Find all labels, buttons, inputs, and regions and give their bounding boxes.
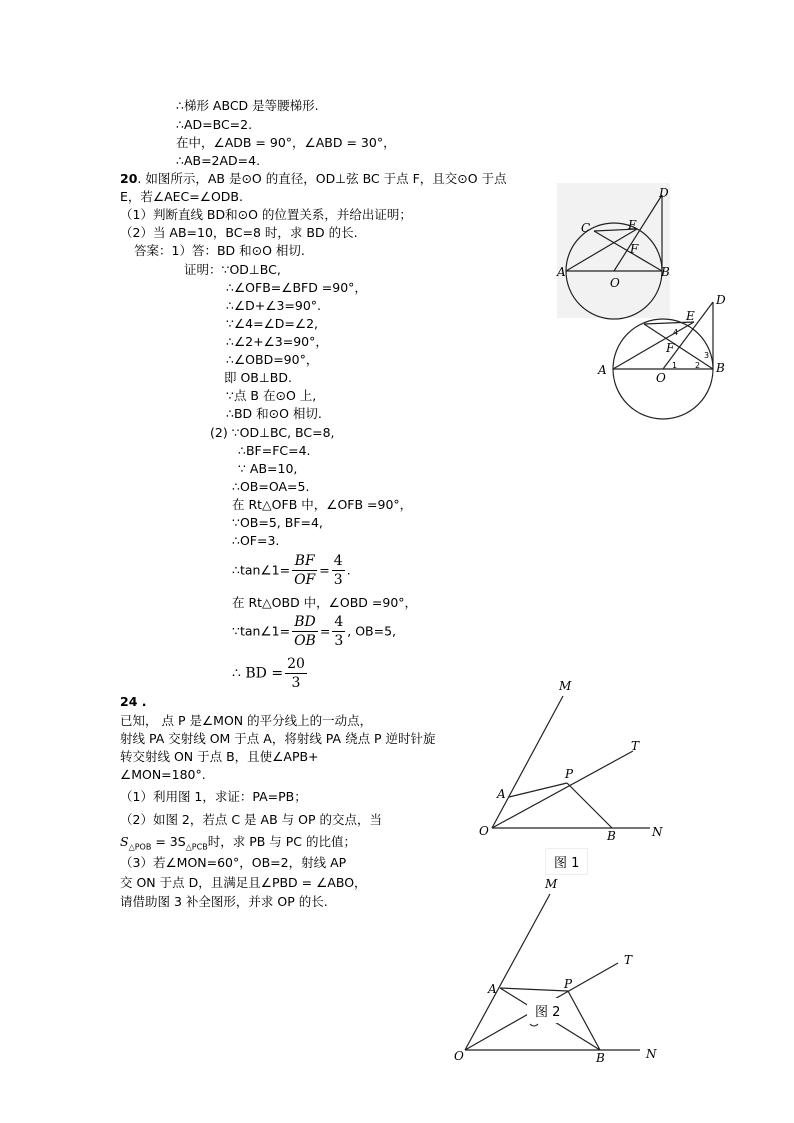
q24-part-3: （3）若∠MON=60°，OB=2，射线 AP: [120, 855, 347, 870]
top-line-4: ∴AB=2AD=4.: [176, 153, 261, 168]
angle-figure-2: [452, 877, 672, 1070]
q20-part2-4: ∴OB=OA=5.: [232, 479, 310, 494]
q20-answer: 答案：1）答：BD 和⊙O 相切.: [134, 243, 305, 258]
q20-proof-8: ∵点 B 在⊙O 上,: [226, 388, 317, 403]
q20-part2-2: ∴BF=FC=4.: [238, 443, 311, 458]
q20-proof-3: ∴∠D+∠3=90°.: [226, 298, 322, 313]
q24-part-2b: [120, 834, 356, 856]
tan2-end: , OB=5,: [347, 623, 397, 639]
a1-label-t: T: [631, 739, 640, 753]
q20-part2-1: (2) ∵OD⊥BC, BC=8,: [210, 425, 335, 440]
c2-angle-4: 4: [673, 328, 679, 337]
circle-figure-2: [592, 290, 732, 425]
c2-angle-3: 3: [704, 351, 710, 360]
c2-angle-2: 2: [695, 361, 701, 370]
top-line-1: ∴梯形 ABCD 是等腰梯形.: [176, 98, 319, 113]
c2-label-e: E: [686, 309, 695, 323]
a2-label-o: O: [454, 1049, 464, 1063]
q20-line-1: [120, 171, 507, 187]
tan1-value-den: 3: [333, 572, 343, 588]
q20-proof-7: 即 OB⊥BD.: [224, 370, 292, 385]
a1-label-b: B: [607, 829, 616, 843]
q24-line-3: 转交射线 ON 于点 B，且使∠APB+: [120, 749, 319, 764]
tan2-value-den: 3: [334, 633, 344, 649]
q20-text-2: E，若∠AEC=∠ODB.: [120, 189, 243, 204]
q20-part2-7: ∴OF=3.: [232, 533, 280, 548]
q20-part2-6: ∵OB=5, BF=4,: [232, 515, 323, 530]
fig1-caption: 图 1: [545, 848, 588, 875]
a1-label-m: M: [559, 679, 572, 693]
tan2-denominator: OB: [294, 633, 316, 649]
tan1-value-num: 4: [333, 553, 343, 569]
tan1-fraction-bf-of: [292, 552, 317, 589]
c1-label-b: B: [661, 265, 670, 279]
q24-s-1: S: [120, 834, 129, 849]
top-line-2: ∴AD=BC=2.: [176, 117, 253, 132]
q20-proof-6: ∴∠OBD=90°，: [226, 352, 319, 367]
tan2-fraction-value: [332, 613, 345, 650]
c1-label-c: C: [581, 221, 591, 235]
q24-part-2b-end: 时，求 PB 与 PC 的比值；: [207, 834, 356, 849]
tan2-prefix: ∵tan∠1=: [232, 623, 291, 639]
c1-label-e: E: [628, 218, 637, 232]
a2-label-n: N: [646, 1047, 657, 1061]
q24-part-2: （2）如图 2，若点 C 是 AB 与 OP 的交点，当: [120, 812, 382, 827]
bd-numerator: 20: [287, 656, 305, 672]
c2-label-b: B: [716, 361, 725, 375]
q20-text-1: . 如图所示，AB 是⊙O 的直径，OD⊥弦 BC 于点 F，且交⊙O 于点: [137, 171, 507, 186]
q24-number: 24 .: [120, 694, 147, 709]
a2-label-b: B: [596, 1051, 605, 1065]
c2-label-a: A: [598, 363, 607, 377]
q20-part2-3: ∵ AB=10,: [238, 461, 298, 476]
q24-line-1: 已知， 点 P 是∠MON 的平分线上的一动点，: [120, 713, 373, 728]
a2-label-m: M: [545, 877, 558, 891]
tan2-value-num: 4: [334, 614, 344, 630]
q24-line-4: ∠MON=180°.: [120, 767, 206, 782]
q20-number: 20: [120, 171, 138, 186]
q24-part-3b: 交 ON 于点 D，且满足且∠PBD = ∠ABO，: [120, 875, 367, 890]
q20-proof-2: ∴∠OFB=∠BFD =90°，: [226, 280, 367, 295]
tan1-end: .: [346, 562, 351, 578]
q20-proof-9: ∴BD 和⊙O 相切.: [226, 406, 322, 421]
tan1-numerator: BF: [292, 552, 317, 571]
c2-label-o: O: [656, 371, 666, 385]
a1-label-o: O: [479, 824, 489, 838]
a1-label-p: P: [565, 767, 574, 781]
a2-label-p: P: [564, 977, 573, 991]
a1-label-n: N: [652, 825, 663, 839]
q24-line-2: 射线 PA 交射线 OM 于点 A，将射线 PA 绕点 P 逆时针旋: [120, 731, 436, 746]
bd-denominator: 3: [291, 675, 301, 691]
angle-figure-1: [475, 676, 675, 851]
q24-sub-pcb: △PCB: [185, 842, 208, 852]
tan2-numerator: BD: [292, 613, 318, 632]
tan1-equals: =: [319, 562, 330, 578]
c2-label-d: D: [716, 293, 726, 307]
q20-rt-obd: 在 Rt△OBD 中，∠OBD =90°，: [232, 595, 418, 610]
c1-label-d: D: [659, 186, 669, 200]
q20-proof-5: ∴∠2+∠3=90°，: [226, 334, 328, 349]
tan1-fraction-value: [332, 552, 345, 589]
c1-label-f: F: [630, 242, 639, 256]
c1-label-a: A: [557, 265, 566, 279]
q20-part-2: （2）当 AB=10，BC=8 时，求 BD 的长.: [120, 225, 358, 240]
q24-part-1: （1）利用图 1，求证：PA=PB；: [120, 789, 307, 804]
top-line-3: 在中，∠ADB = 90°，∠ABD = 30°，: [176, 135, 396, 150]
bd-result: [232, 655, 309, 692]
q24-eq-3s: = 3S: [151, 834, 186, 849]
tan1-equation: [232, 552, 351, 589]
a2-label-t: T: [624, 953, 633, 967]
tan2-equation: [232, 613, 396, 650]
q24-part-3c: 请借助图 3 补全图形，并求 OP 的长.: [120, 894, 328, 909]
fig2-caption: 图 2: [527, 998, 568, 1023]
a1-label-a: A: [497, 787, 506, 801]
tan1-prefix: ∴tan∠1=: [232, 562, 291, 578]
c2-label-f: F: [666, 341, 675, 355]
tan2-equals: =: [319, 623, 331, 639]
q20-part-1: （1）判断直线 BD和⊙O 的位置关系，并给出证明；: [120, 207, 412, 222]
tan1-denominator: OF: [294, 572, 316, 588]
q20-proof-1: 证明：∵OD⊥BC,: [184, 262, 281, 277]
q24-sub-pob: △POB: [128, 842, 152, 852]
tan2-fraction-bd-ob: [292, 613, 318, 650]
c1-label-o: O: [610, 276, 620, 290]
bd-prefix: ∴ BD =: [232, 665, 284, 682]
a2-label-a: A: [488, 982, 497, 996]
q20-part2-5: 在 Rt△OFB 中，∠OFB =90°，: [232, 497, 413, 512]
bd-fraction: [285, 655, 307, 692]
q20-proof-4: ∵∠4=∠D=∠2,: [226, 316, 319, 331]
c2-angle-1: 1: [672, 361, 678, 370]
